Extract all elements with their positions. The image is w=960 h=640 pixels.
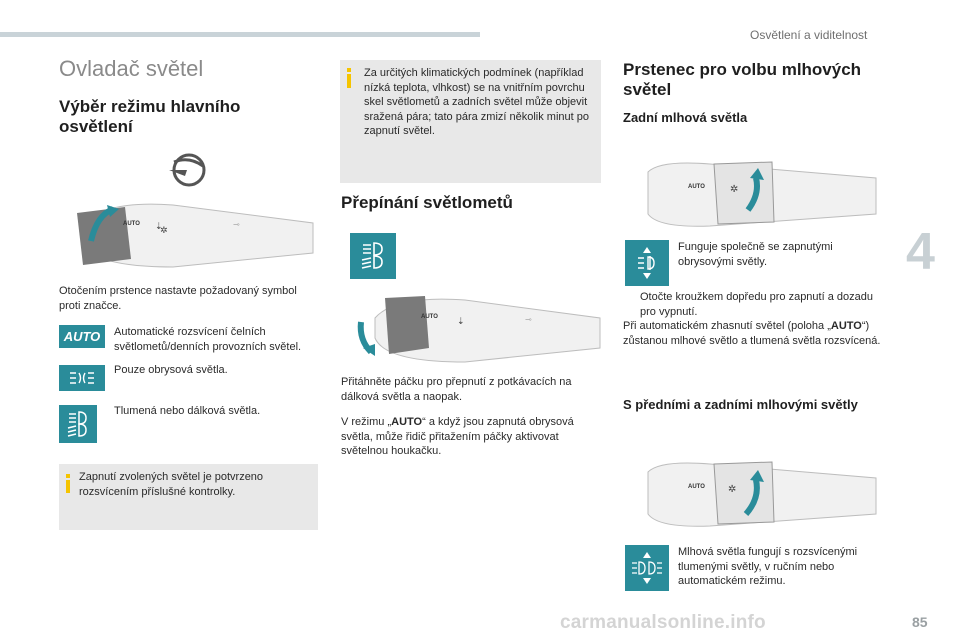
rear-fog-stalk-illustration [640,158,880,230]
svg-text:✲: ✲ [728,484,737,495]
watermark: carmanualsonline.info [560,612,766,633]
auto-off-pre: Při automatickém zhasnutí světel (poloha „ [623,320,831,332]
info-icon-dot [66,474,70,478]
svg-text:✲: ✲ [730,184,739,195]
beam-stalk-illustration [345,290,603,365]
svg-text:⊸: ⊸ [525,315,532,324]
low-high-beam-icon [59,405,97,443]
auto-off-text [623,319,883,348]
bullet-text: Otočte kroužkem dopředu pro zapnutí a dozadu pro vypnutí. [640,291,873,318]
auto-off-word: AUTO [830,320,862,332]
section-header: Osvětlení a viditelnost [750,28,868,42]
info-icon-bar [347,74,351,88]
svg-text:AUTO: AUTO [123,221,140,227]
light-stalk-illustration [63,195,321,270]
info-icon-bar [66,480,70,493]
section-title-headlamp-switching: Přepínání světlometů [341,193,513,212]
front-rear-fog-stalk-illustration [640,458,880,530]
mode-beam-text: Tlumená nebo dálková světla. [114,405,261,417]
beam-switch-icon [350,233,396,279]
intro-text: Otočením prstence nastavte požadovaný symbol proti značce. [59,285,297,312]
page-title: Ovladač světel [59,56,204,81]
steering-wheel-icon [165,152,209,188]
rear-fog-icon [625,240,669,286]
front-rear-fog-icon [625,545,669,591]
header-bar [0,32,480,37]
svg-text:⇣: ⇣ [155,222,163,232]
svg-text:⊸: ⊸ [233,220,240,229]
rear-fog-text: Funguje společně se zapnutými obrysovými světly. [678,241,833,268]
mode-auto-text: Automatické rozsvícení čelních světlometů/denních provozních světel. [114,326,302,353]
svg-text:AUTO: AUTO [688,484,705,490]
page-number: 85 [912,614,928,630]
section-title-main-lighting: Výběr režimu hlavního osvětlení [59,97,241,136]
svg-text:AUTO: AUTO [421,314,438,320]
section-title-fog-ring: Prstenec pro volbu mlhových světel [623,60,862,99]
svg-text:✲: ✲ [160,226,168,236]
auto-off-post: “) zůstanou mlhové světlo a tlumená světla rozsvícená. [623,320,881,347]
chapter-number: 4 [906,223,935,281]
info-text-confirmation: Zapnutí zvolených světel je potvrzeno rozsvícením příslušné kontrolky. [79,471,264,498]
info-box-condensation [340,60,601,183]
flash-text-auto: AUTO [391,416,423,428]
parking-lights-icon [59,365,105,391]
section-title-rear-fog: Zadní mlhová světla [623,110,748,125]
flash-text-post: “ a když jsou zapnutá obrysová světla, může řidič přitažením páčky aktivovat světelnou houkačku. [341,416,574,457]
mode-parking-text: Pouze obrysová světla. [114,364,228,376]
section-title-front-rear-fog: S předními a zadními mlhovými světly [623,397,858,412]
flash-text-pre: V režimu „ [341,416,392,428]
front-rear-fog-text: Mlhová světla fungují s rozsvícenými tlumenými světly, v ručním nebo automatickém režimu. [678,546,858,587]
info-icon-dot [347,68,351,72]
auto-badge-text: AUTO [63,329,101,344]
flash-text [341,415,601,459]
svg-text:AUTO: AUTO [688,184,705,190]
auto-icon [59,325,105,348]
info-text-condensation: Za určitých klimatických podmínek (například nízká teplota, vlhkost) se na vnitřním povrchu skel světlometů a zadních světel může objevit sražená pára; tato pára zmizí několik minut po zapnutí světel. [364,67,590,137]
info-box-confirmation [59,464,318,530]
svg-text:⇣: ⇣ [457,317,465,327]
switching-text: Přitáhněte páčku pro přepnutí z potkávacích na dálková světla a naopak. [341,376,572,403]
